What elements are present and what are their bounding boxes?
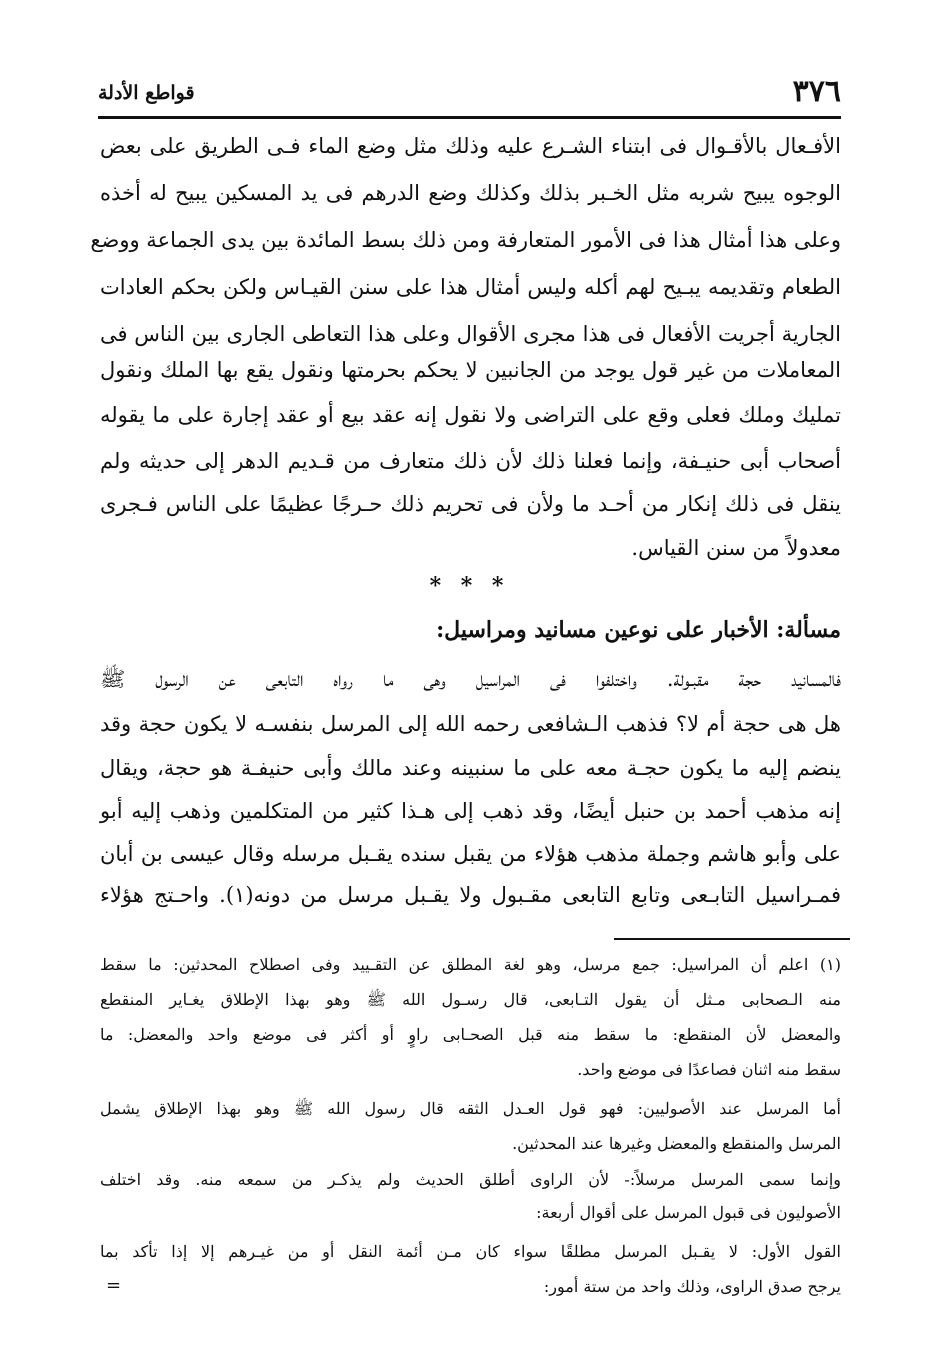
- footnote-line: أما المرسل عند الأصوليين: فهو قول العـدل الثقه قال رسول الله ﷺ وهو بهذا الإطلاق يشمل: [100, 1099, 841, 1118]
- body-line: معدولاً من سنن القياس.: [631, 536, 841, 560]
- footnote-line: (١) اعلم أن المراسيل: جمع مرسل، وهو لغة المطلق عن التقـييد وفى اصطلاح المحدثين: ما سقط: [100, 955, 841, 974]
- section-line: فمـراسيل التابـعى وتابع التابعى مقـبول ولا يقـبل مرسل من دونه(١). واحـتج هؤلاء: [100, 883, 841, 907]
- body-line: الجارية أجريت الأفعال فى هذا مجرى الأقوال وعلى هذا التعاطى الجارى بين الناس فى: [100, 322, 841, 346]
- footnote-line: منه الـصحابى مـثل أن يقول التـابعى، قال رسـول الله ﷺ وهو بهذا الإطلاق يغـاير المنقطع: [100, 990, 841, 1009]
- footnote-line: والمعضل لأن المنقطع: ما سقط منه قبل الصحـابى راوٍ أو أكثر فى موضع واحد والمعضل: ما: [100, 1025, 841, 1044]
- footnote-line: يرجح صدق الراوى، وذلك واحد من ستة أمور:: [543, 1277, 841, 1296]
- section-line: فالمسانيد حجة مقبـولة. واختلفوا فى المراسيل وهى ما رواه التابعى عن الرسول ﷺ: [100, 667, 841, 691]
- footnote-line: وإنما سمى المرسل مرسلاً:- لأن الراوى أطلق الحديث ولم يذكـر من سمعه منه. وقد اختلف: [100, 1170, 841, 1189]
- body-line: الوجوه يبيح شربه مثل الخـبر بذلك وكذلك وضع الدرهم فى يد المسكين يبيح له أخذه: [100, 181, 841, 205]
- header-rule: [98, 116, 841, 119]
- body-line: الطعام وتقديمه يبـيح لهم أكله وليس أمثال هذا على سنن القيـاس ولكن بحكم العادات: [100, 275, 841, 299]
- section-line: إنه مذهب أحمد بن حنبل أيضًا، وقد ذهب إلى هـذا كثير من المتكلمين وذهب إليه أبو: [100, 799, 841, 823]
- footnote-continuation-mark: =: [106, 1275, 122, 1296]
- footnote-line: سقط منه اثنان فصاعدًا فى موضع واحد.: [577, 1060, 841, 1079]
- footnote-line: القول الأول: لا يقـبل المرسل مطلقًا سواء كان مـن أئمة النقل أو من غيـرهم إلا إذا تأكد بما: [100, 1242, 841, 1261]
- page-header: [98, 72, 841, 112]
- body-line: المعاملات من غير قول يوجد من الجانبين لا يحكم بحرمتها ونقول يقع بها الملك ونقول: [100, 358, 841, 382]
- body-line: الأفـعال بالأقـوال فى ابتناء الشـرع عليه وذلك مثل وضع الماء فـى الطريق على بعض: [100, 134, 841, 158]
- footnote-line: المرسل والمنقطع والمعضل وغيرها عند المحدثين.: [512, 1134, 841, 1153]
- body-line: أصحاب أبى حنيـفة، وإنما فعلنا ذلك لأن ذلك متعارف من قـديم الدهر إلى حديثه ولم: [100, 449, 841, 473]
- section-line: على وأبو هاشم وجملة مذهب هؤلاء من يقبل سنده يقـبل مرسله وقال عيسى بن أبان: [100, 842, 841, 866]
- body-line: ينقل فى ذلك إنكار من أحـد ما ولأن فى تحريم ذلك حـرجًا عظيمًا على الناس فـجرى: [100, 492, 841, 516]
- section-line: هل هى حجة أم لا؟ فذهب الـشافعى رحمه الله إلى المرسل بنفسـه لا يكون حجة وقد: [100, 712, 841, 736]
- section-line: ينضم إليه ما يكون حجـة معه على ما سنبينه وعند مالك وأبى حنيفـة هو حجة، ويقال: [100, 756, 841, 780]
- section-heading: مسألة: الأخبار على نوعين مسانيد ومراسيل:: [436, 617, 841, 643]
- footnote-rule: [614, 938, 850, 940]
- footnote-line: الأصوليون فى قبول المرسل على أقوال أربعة:: [536, 1203, 841, 1222]
- section-separator: * * *: [429, 573, 510, 599]
- body-line: تمليك وملك فعلى وقع على التراضى ولا نقول إنه عقد بيع أو عقد إجارة على ما يقوله: [100, 403, 841, 427]
- body-line: وعلى هذا أمثال هذا فى الأمور المتعارفة ومن ذلك بسط المائدة بين يدى الجماعة ووضع: [90, 228, 841, 252]
- page-number: ٣٧٦: [792, 74, 841, 109]
- running-title: قواطع الأدلة: [98, 82, 195, 104]
